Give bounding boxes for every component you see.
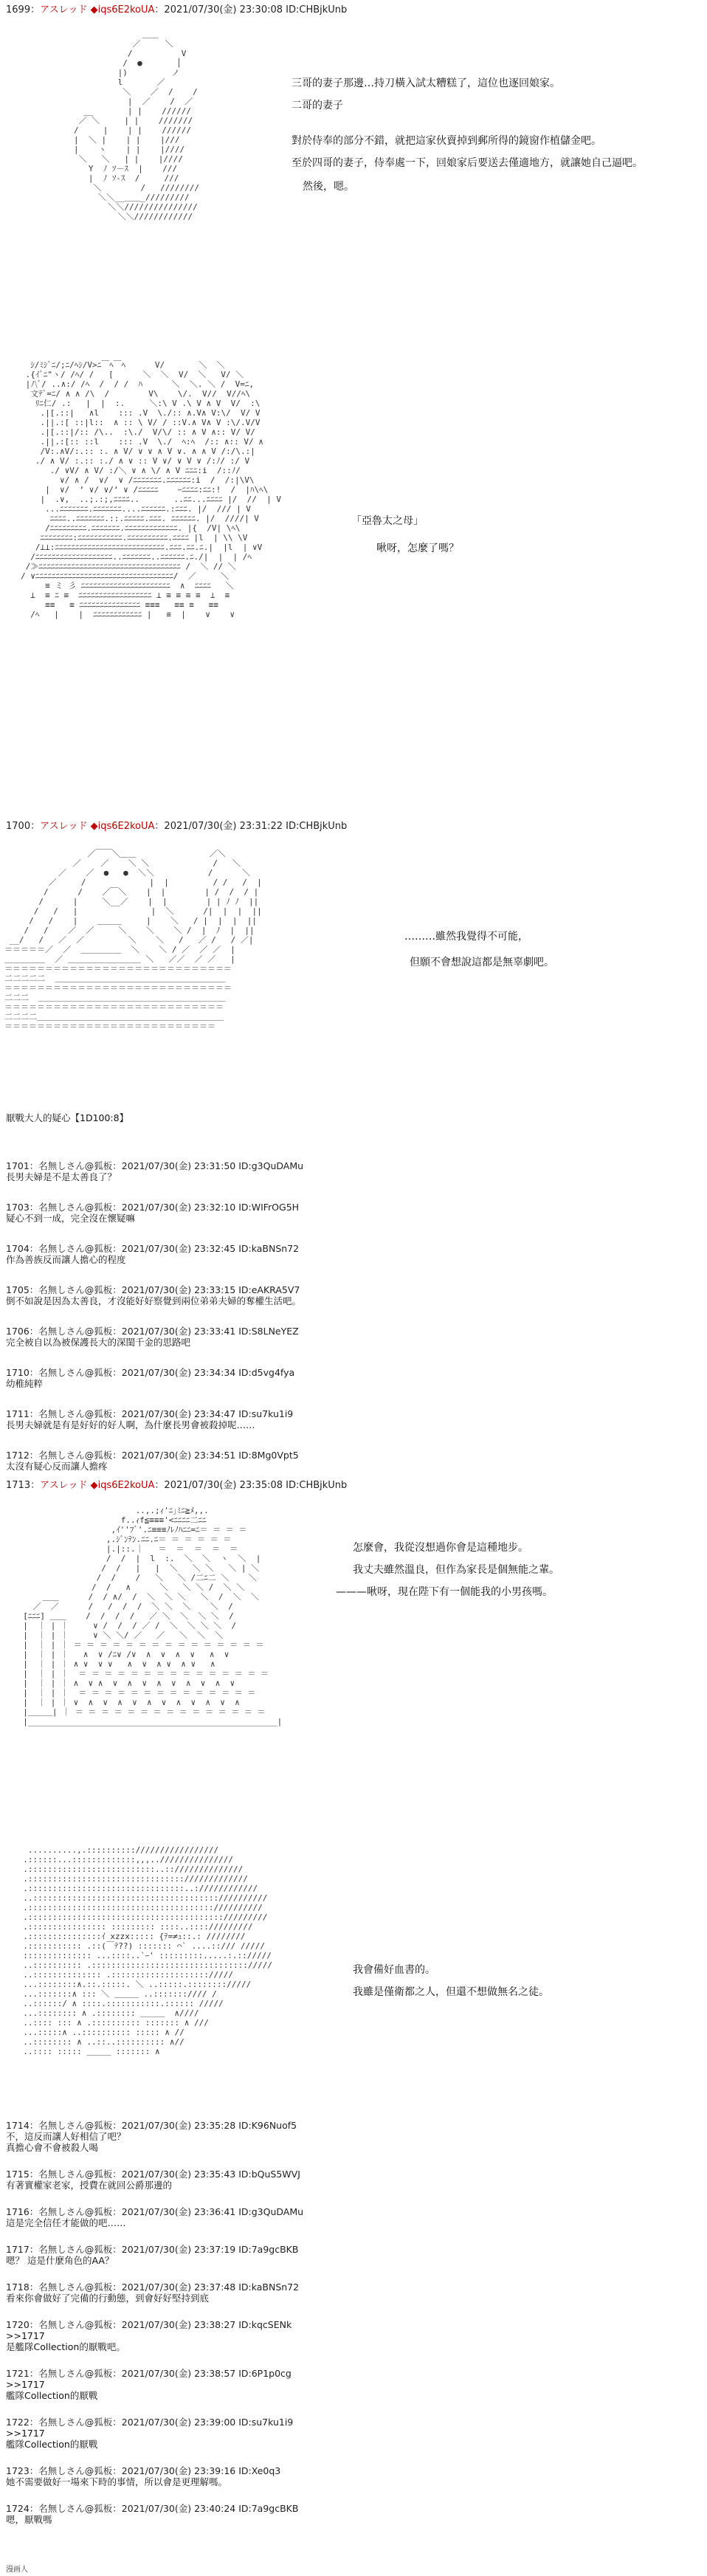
response-header: 1711：名無しさん@狐板：2021/07/30(金) 23:34:47 ID:su7ku1i9	[6, 1408, 294, 1419]
response-header: 1716：名無しさん@狐板：2021/07/30(金) 23:36:41 ID:g3QuDAMu	[6, 2206, 304, 2217]
watermark: 漫画人	[6, 2566, 28, 2574]
dialogue-line: 我丈夫雖然溫良，但作為家長是個無能之輩。	[353, 1564, 559, 1576]
dice-roll-result: 厭戰大人的疑心【1D100:8】	[6, 1112, 129, 1123]
post-header-1699	[6, 4, 347, 16]
post-number: 1713：	[6, 1480, 41, 1491]
response-body: 疑心不到一成，完全沒在懷疑嘛	[6, 1213, 136, 1224]
response-header: 1712：名無しさん@狐板：2021/07/30(金) 23:34:51 ID:8Mg0Vpt5	[6, 1450, 299, 1461]
response-body: 完全被自以為被保護長大的深閨千金的思路吧	[6, 1337, 191, 1348]
dialogue-line: ———啾呀，現在陛下有一個能我的小男孩嗎。	[336, 1586, 553, 1598]
dialogue-line: 然後，嗯。	[303, 181, 354, 193]
response-body: 艦隊Collection的厭戰	[6, 2439, 98, 2450]
response-header: 1715：名無しさん@狐板：2021/07/30(金) 23:35:43 ID:bQuS5WVJ	[6, 2169, 300, 2180]
response-body: 真擔心會不會被殺人喝	[6, 2142, 99, 2153]
response-header: 1722：名無しさん@狐板：2021/07/30(金) 23:39:00 ID:su7ku1i9	[6, 2417, 294, 2428]
poster-name[interactable]: アスレッド	[40, 821, 88, 832]
response-body: 嗯？ 這是什麼角色的AA？	[6, 2255, 114, 2266]
post-number: 1699：	[6, 4, 41, 16]
poster-name[interactable]: アスレッド	[40, 1480, 88, 1491]
response-body: 這是完全信任才能做的吧……	[6, 2217, 126, 2228]
post-number: 1700：	[6, 821, 41, 832]
response-body: 幼稚純粹	[6, 1378, 44, 1389]
dialogue-line: 二哥的妻子	[292, 100, 343, 111]
response-header: 1705：名無しさん@狐板：2021/07/30(金) 23:33:15 ID:eAKRA5V7	[6, 1284, 300, 1295]
response-body: 嗯，厭戰嗎	[6, 2514, 52, 2525]
poster-trip: ◆iqs6E2koUA	[90, 4, 155, 16]
response-body: 看來你會做好了完備的行動態，到會好好堅持到底	[6, 2293, 210, 2304]
ascii-art-figure-5: ..........,.::::::::::///////////////// .::::::...:::::::::::::,,,../////////////// .::::::::::::::::::::::::::..::////////////// .::::::::::::::::::::::::::::::::///////////// .::::::::::::::::::::::::::::::::..://////////// ..::::::::::::::::::::::::::::::::::::::////////// .::::::::::::::::::::::::::::::::::::::////////// .::::::::::::::::::::::::::::::::::::::::///////// .:::::::::::::::: ::::::::: ::::..::::///////// .:::::::::::::::ｲ xzzx::::: {ﾃ=≠ｭ::.: //////// .::::::::::: .::(￣ﾃ??) ::::::: ⌒` ....::/// ///// :::::::::::::: ...::::..`ｰ' :::::::::.....:.::///// ..:::::::::: .::::::::::::::::::::::::::::::::///// ..:::::::::::::: .::::::::::::::::::::///// ...::::::::∧.::.:::::. ＼ ..:::::.::::::::///// ...:::::::∧ ::: ＼ ＿＿＿ ..::::::://// / ..::::::/ ∧ ::::.:::::::::::.:::::: ///// ...:::::::: ∧ .:::::::: ＿＿＿ ∧//// ..:::: ::: ∧ .:::::::::: ::::::: ∧ /// ...:::::∧ ..:::::::::: ::::: ∧ // ..:::::::: ∧ ..::..:::::::::: ∧// ..:::: ::::: ＿＿＿ ::::::: ∧	[23, 1845, 272, 2056]
post-header-1713	[6, 1480, 347, 1492]
response-body: 有著實權家老家，授費在就回公爵那邊的	[6, 2180, 173, 2191]
post-header-1700	[6, 821, 347, 833]
response-header: 1724：名無しさん@狐板：2021/07/30(金) 23:40:24 ID:7a9gcBKB	[6, 2503, 299, 2514]
post-meta: ：2021/07/30(金) 23:30:08 ID:CHBjkUnb	[154, 4, 348, 16]
response-body: 不，這反而讓人好相信了吧？	[6, 2131, 126, 2142]
response-header: 1718：名無しさん@狐板：2021/07/30(金) 23:37:48 ID:kaBNSn72	[6, 2281, 300, 2293]
response-body: >>1717	[6, 2428, 45, 2439]
poster-trip: ◆iqs6E2koUA	[90, 1480, 155, 1491]
response-header: 1706：名無しさん@狐板：2021/07/30(金) 23:33:41 ID:S8LNeYEZ	[6, 1326, 299, 1337]
response-header: 1721：名無しさん@狐板：2021/07/30(金) 23:38:57 ID:6P1p0cg	[6, 2368, 292, 2379]
response-header: 1710：名無しさん@狐板：2021/07/30(金) 23:34:34 ID:d5vg4fya	[6, 1367, 295, 1378]
response-header: 1717：名無しさん@狐板：2021/07/30(金) 23:37:19 ID:7a9gcBKB	[6, 2244, 299, 2255]
response-body: 長男夫婦就是有是好好的好人啊，為什麼長男會被殺掉呢……	[6, 1419, 255, 1430]
response-body: >>1717	[6, 2379, 45, 2390]
response-body: 長男夫婦是不是太善良了？	[6, 1171, 117, 1182]
post-meta: ：2021/07/30(金) 23:35:08 ID:CHBjkUnb	[154, 1480, 348, 1491]
response-header: 1720：名無しさん@狐板：2021/07/30(金) 23:38:27 ID:kqcSENk	[6, 2319, 292, 2330]
response-body: 艦隊Collection的厭戰	[6, 2390, 98, 2401]
dialogue-line: 我雖是僅衛都之人，但還不想做無名之徒。	[353, 1986, 549, 1998]
response-body: >>1717	[6, 2330, 45, 2341]
post-meta: ：2021/07/30(金) 23:31:22 ID:CHBjkUnb	[154, 821, 348, 832]
dialogue-line: 至於四哥的妻子，侍奉處一下，回娘家后要送去僅適地方，就讓她自己逼吧。	[292, 157, 643, 169]
dialogue-line: 三哥的妻子那邊…持刀橫入試太糟糕了，這位也逐回娘家。	[292, 78, 560, 89]
response-body: 是艦隊Collection的厭戰吧。	[6, 2341, 125, 2352]
dialogue-line: 對於侍奉的部分不錯，就把這家伙賣掉到郵所得的鏡窗作植儲金吧。	[292, 135, 601, 147]
response-body: 太沒有疑心反而讓人擔疼	[6, 1461, 108, 1472]
dialogue-line: 怎麼會，我從沒想過你會是這種地步。	[353, 1542, 528, 1554]
dialogue-line: 我會備好血書的。	[353, 1964, 435, 1976]
response-header: 1703：名無しさん@狐板：2021/07/30(金) 23:32:10 ID:WIFrOG5H	[6, 1202, 300, 1213]
response-header: 1704：名無しさん@狐板：2021/07/30(金) 23:32:45 ID:kaBNSn72	[6, 1243, 300, 1254]
ascii-art-figure-2: ｼ/ﾐｼﾞﾆ/;ﾆ/ﾍｼ/V>ﾆ￣ﾍ￣ﾍ V/ ＼ ＼ .{ｲﾞﾆ"ヽ/ /ﾍ/ / [ ＼ ＼ V/ ＼ V/ ＼ |ﾉ\ﾞ/ ..∧:/ /ﾍ / / / ﾊ ＼ ＼. ＼ / V=ﾆ, 文ﾃﾞ=ﾆ/ ∧ ∧ /\ / V\ \/. V// V//ﾍ\ ﾘﾆ仁/ .: | | :. ＼:\ V .\ V ∧ V V/ :\ .|[.::| ∧l ::: .V \./:: ∧.V∧ V:\/ V/ V .||.:[ ::|l:: ∧ :: \ V/ / ::V.∧ V∧ V :\/.V/V .|[.::|/:: /\.. :\./ V/\/ :: ∧ V ∧:: V/ V/ .||.:[:: ::l ::: .V \./ ﾍ:ﾍ /:: ∧:: V/ ∧ /V:.∧V/:.:: :. ∧ V/ ∨ ∨ ∧ V ∨. ∧ ∧ V /:/\.:| ./ ∧ V/ :.:: :./ ∧ ∨ :: V ∨/ ∨ V ∨ /:ﾉ/ :/ V ./ ∨V/ ∧ V/ :/＼ ∨ ∧ \/ ∧ V ﾆﾆﾆ:i /::ﾉ/ ∨/ ∧ / ∨/ ∨ /ﾆﾆﾆﾆﾆﾆﾆ.ﾆﾆﾆﾆﾆﾆ:i / /:|\V\ | ∨/ ‘ ∨/ ∨/‘ ∨ /ﾆﾆﾆﾆﾆ ｰﾆﾆﾆﾆ:ﾆﾆ:! / |ﾊ\ﾍ\ | .∨, ..;.:;,ﾆﾆﾆﾆ.. ..ﾆﾆ...ﾆﾆﾆﾆ |/ // | V ...ﾆﾆﾆﾆﾆﾆﾆ.ﾆﾆﾆﾆﾆﾆﾆ....ﾆﾆﾆﾆﾆﾆ.:ﾆﾆﾆ. |/ /// | V ﾆﾆﾆﾆ..ﾆﾆﾆﾆﾆﾆﾆ.::.ﾆﾆﾆﾆﾆ.ﾆﾆﾆ. ﾆﾆﾆﾆﾆﾆ. |/ ////| V /ﾆﾆﾆﾆﾆﾆﾆﾆﾆ.ﾆﾆﾆﾆﾆﾆﾆ.ﾆﾆﾆﾆﾆﾆﾆﾆﾆﾆﾆﾆﾆ. |{ /V| \ﾍ\ ﾆﾆﾆﾆﾆﾆﾆﾆ:ﾆﾆﾆﾆﾆﾆﾆﾆﾆﾆﾆ.ﾆﾆﾆﾆﾆﾆﾆﾆﾆﾆ.ﾆﾆﾆﾆ |l | \\ \V /⊥⊥:ﾆﾆﾆﾆﾆﾆﾆﾆﾆﾆﾆﾆﾆﾆﾆﾆﾆﾆﾆﾆﾆﾆﾆﾆﾆﾆﾆ.ﾆﾆﾆ.ﾆﾆ.ﾆ.| |l | ∨V /ﾆﾆﾆﾆﾆﾆﾆﾆﾆﾆﾆﾆﾆﾆﾆﾆﾆﾆﾆ..ﾆﾆﾆﾆﾆﾆﾆ..ﾆﾆﾆﾆﾆﾆ.ﾆ./| | | /ﾍ /≫ﾆﾆﾆﾆﾆﾆﾆﾆﾆﾆﾆﾆﾆﾆﾆﾆﾆﾆﾆﾆﾆﾆﾆﾆﾆﾆﾆﾆﾆﾆﾆﾆﾆﾆﾆ / ＼ // ＼ / ∨ﾆﾆﾆﾆﾆﾆﾆﾆﾆﾆﾆﾆﾆﾆﾆﾆﾆﾆﾆﾆﾆﾆﾆﾆﾆﾆﾆﾆﾆﾆﾆﾆﾆﾆ/ ／ ＼ ≡ ミ 彡 ﾆﾆﾆﾆﾆﾆﾆﾆﾆﾆﾆﾆﾆﾆﾆﾆﾆﾆﾆﾆﾆﾆ ∧ ﾆﾆﾆﾆ ＼ ⊥ ≡ ﾆ ≡ ﾆﾆﾆﾆﾆﾆﾆﾆﾆﾆﾆﾆﾆﾆﾆﾆﾆﾆ ⊥ ≡ ≡ ≡ ≡ ⊥ ≡ ≡≡ ≡ ﾆﾆﾆﾆﾆﾆﾆﾆﾆﾆﾆﾆﾆﾆﾆ ≡≡≡ ≡≡ ≡ ≡≡ /ﾍ | | ﾆﾆﾆﾆﾆﾆﾆﾆﾆﾆﾆﾆ | ≡ | ∨ ∨	[21, 360, 282, 619]
response-body: 作為善族反而讓人擔心的程度	[6, 1254, 126, 1265]
response-header: 1714：名無しさん@狐板：2021/07/30(金) 23:35:28 ID:K96Nuof5	[6, 2120, 297, 2131]
poster-trip: ◆iqs6E2koUA	[90, 821, 155, 832]
ascii-art-figure-1: ＿＿ ／ ＼ / V / ● │ |) ノ l ／ ＼ ／ / / | ／ / ／ __ | | ////// ／ ＼ | | /////// / | | | ////// | ＼ | | | |/// | ヽ | | |//// ＼ ＼ | | |//// Y ﾉ ｿ－ｽ | /// | ﾉ ｿ-ｽ / /// ＼ / //////// ＼＼__＿＿_///////// ＼＼/////////////// ＼＼////////////	[74, 30, 199, 221]
poster-name[interactable]: アスレッド	[40, 4, 88, 16]
ascii-art-figure-4: ..,.;ｨ'ﾆ｣ﾐﾆ≧ﾒ,,. f..ｨf≦≡≡≡'<ﾆﾆﾆﾆ二ﾆﾆ ,ｲ''ﾌﾞ'.ﾆ≡≡≡ﾉﾚﾉﾊﾆﾆ=ﾆ＝ ＝ ＝ ＝ ,.ｼﾞﾝﾃﾝ.ﾆﾆ.ﾆ＝ ＝ ＝ ＝ ＝ ＝ |.|::.｜ ＝ ＝ ＝ ＝ ＝ / / | l :. ＼ ＼ ヽ ＼ | / / | | ＼ ＼ ＼ ＼ | ＼ / / / ＼ ＼ /二ﾆ二 ＼ ＼ / / ∧ ＼ ＼ ＼ / ＼ ＼ ＿＿ / / ∧/ / ＼ ＼ ＼ ＼ / ＼ ＼ ／ ／ / / / / ＼ ＼ ＼ ＼ / [ﾆﾆﾆ] ＿＿ / / / / ／ ＼ ＼ ＼ ＼ / | ｜ | ｜ ∨ / / / ／ / ＼ ＼ ＼ ＼ / | ｜ | ｜ ∨ ＼ ＼/ ／ ／ ＼ ＼ ＼ | ｜ | ｜ ＝ ＝ ＝ ＝ ＝ ＝ ＝ ＝ ＝ ＝ ＝ ＝ ＝ ＝ ＝ | ｜ | ｜ ∧ ∨ /ﾆ∨ /∨ ∧ ∨ ∧ ∨ ∧ ∨ | ｜ | ｜ ∧ ∨ ∨ ∨ ∧ ∨ ∧ ∨ ∧ ∨ ∧ | ｜ | ｜ ＝ ＝ ＝ ＝ ＝ ＝ ＝ ＝ ＝ ＝ ＝ ＝ ＝ ＝ ＝ | ｜ | ｜ ∧ ∨ ∧ ∨ ∧ ∨ ∧ ∨ ∧ ∨ ∧ ∨ | ｜ | ｜ ＝ ＝ ＝ ＝ ＝ ＝ ＝ ＝ ＝ ＝ ＝ ＝ ＝ ＝ | ｜ | ｜ ∨ ∧ ∨ ∧ ∨ ∧ ∨ ∧ ∨ ∧ ∨ ∧ |＿＿＿| ｜ ＝ ＝ ＝ ＝ ＝ ＝ ＝ ＝ ＝ ＝ ＝ ＝ ＝ ＝ ＝ |___________________________________________________|	[23, 1506, 283, 1726]
dialogue-line: ………雖然我覺得不可能，	[404, 931, 528, 943]
dialogue-line: 但願不會想說這都是無辜劇吧。	[410, 957, 554, 968]
character-label: 「亞魯太之母」	[351, 515, 424, 527]
dialogue-line: 啾呀，怎麼了嗎？	[376, 543, 459, 554]
response-header: 1723：名無しさん@狐板：2021/07/30(金) 23:39:16 ID:Xe0q3	[6, 2465, 281, 2476]
response-body: 倒不如說是因為太善良，才沒能好好察覺到兩位弟弟夫婦的奪權生活吧。	[6, 1295, 302, 1306]
response-body: 她不需要做好一場來下時的事情，所以會是更理解嗎。	[6, 2476, 228, 2487]
response-header: 1701：名無しさん@狐板：2021/07/30(金) 23:31:50 ID:g3QuDAMu	[6, 1160, 304, 1171]
ascii-art-figure-3: ／￣￣＼＿＿ ／＼ ／ ／ ＼ ＼ / ＼ ／ ／ ● ● ＼＼ / ＼ ／ / | | / / / | / / ／￣＼ | | | / / / | / | ＼__／ | | | | ﾉ ﾉ || / / | | ＼ /| | | || / / | ＿＿＿ | ＼ / | | | || / / ／ ／ ＼ ＼ ＼ / | ﾉ | || __/ / ／ ／ ＼ ＼ / ／ / / ／| ＝＝＝＝＝／ ／ ＿＿＿＿＿ ＼ ＼ / ／ ／ ／ | ＿＿＿＿＿ ／ ＿＿＿＿＿＿＿＿＿ ＼ ／／ ／ ／ | ＝＝＝＝＝＝＝＝＝＝＝＝＝＝＝＝＝＝＝＝＝＝＝＝＝＝＝＝ 二二二二二 ＿＿＿＿＿＿＿＿＿＿＿＿＿＿＿＿＿＿＿＿＿ ＝＝＝＝＝＝＝＝＝＝＝＝＝＝＝＝＝＝＝＝＝＝＝＝＝＝＝＝ 二二二 ＿＿＿＿＿＿＿＿＿＿＿＿＿＿＿＿＿＿＿＿＿＿＿ ＝＝＝＝＝＝＝＝＝＝＝＝＝＝＝＝＝＝＝＝＝＝＝＝＝＝＝ 二二二二＿＿＿＿＿＿＿＿＿＿＿＿＿＿＿＿＿＿＿＿＿＿＿ ＝＝＝＝＝＝＝＝＝＝＝＝＝＝＝＝＝＝＝＝＝＝＝＝＝＝	[4, 849, 262, 1031]
